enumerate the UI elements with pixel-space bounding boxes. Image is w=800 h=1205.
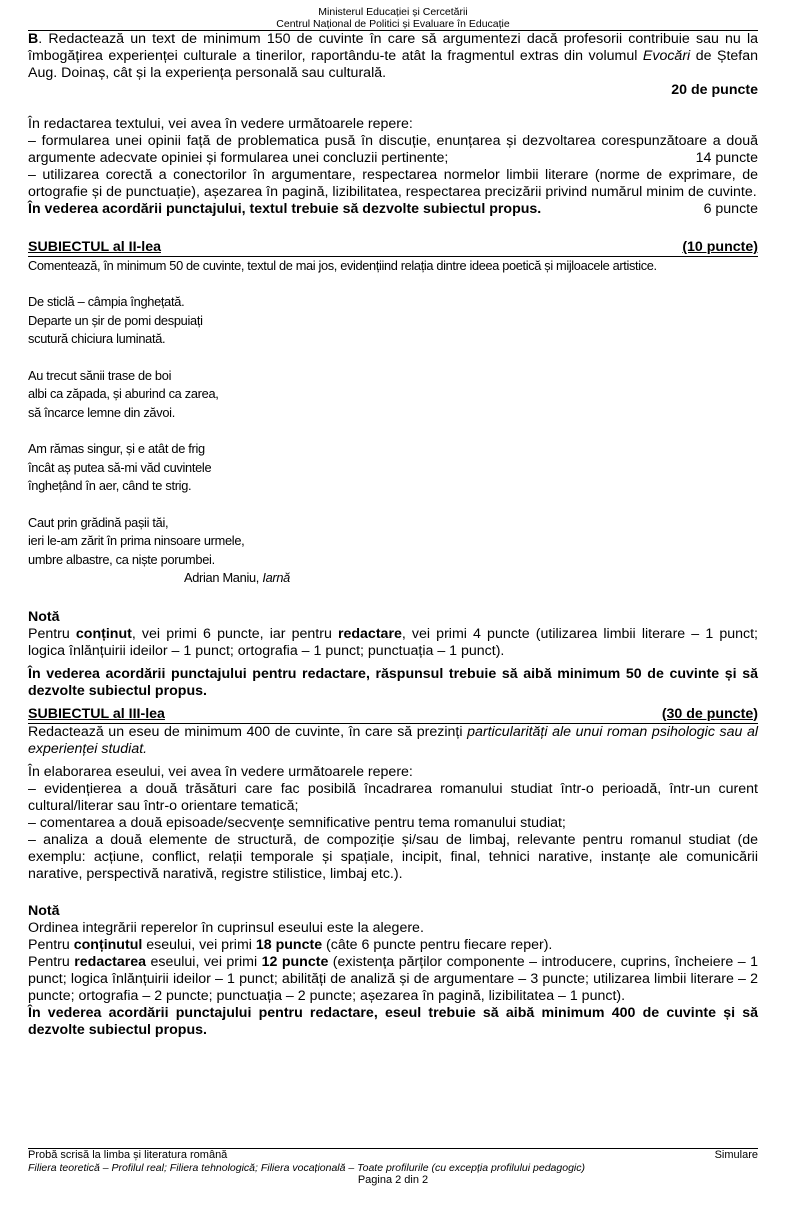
poem-line: înghețând în aer, când te strig. — [28, 478, 192, 493]
nota-text: eseului, vei primi — [142, 936, 256, 953]
poem-line: Departe un șir de pomi despuiați — [28, 312, 203, 328]
page-header — [28, 6, 758, 31]
poem-stanza-1 — [28, 293, 758, 349]
poem-line: De sticlă – câmpia înghețată. — [28, 294, 185, 309]
subiect3-nota-line3 — [28, 954, 758, 1005]
subiect3-nota-title: Notă — [28, 902, 60, 919]
poem-line: Au trecut sănii trase de boi — [28, 367, 172, 383]
poem-stanza-3 — [28, 440, 758, 496]
nota-12-puncte: 12 puncte — [261, 953, 329, 970]
subiect2-title: SUBIECTUL al II-lea — [28, 239, 161, 255]
nota-text: eseului, vei primi — [146, 953, 262, 970]
partB-item1 — [28, 133, 758, 167]
page-footer — [28, 1148, 758, 1187]
footer-simulare: Simulare — [714, 1149, 758, 1161]
subiect2-instruction: Comentează, în minimum 50 de cuvinte, textul de mai jos, evidențiind relația dintre ideea poetică și mijloacele artistice. — [28, 258, 657, 273]
poem-line: încât aș putea să-mi văd cuvintele — [28, 459, 212, 475]
footer-filiera: Filiera teoretică – Profilul real; Filiera tehnologică; Filiera vocațională – Toate profilurile (cu excepția profilului pedagogic) — [28, 1161, 585, 1174]
subiect3-points: (30 de puncte) — [661, 705, 758, 722]
subiect3-heading — [28, 706, 758, 724]
nota-text: Pentru — [28, 625, 76, 642]
poem-line: albi ca zăpada, și aburind ca zarea, — [28, 386, 219, 401]
instruction-text: Redactează un eseu de minimum 400 de cuvinte, în care să prezinți — [28, 723, 468, 740]
partB-text2: de Ștefan Aug. Doinaș, cât și la experiența personală sau culturală. — [28, 48, 758, 81]
header-ministry: Ministerul Educației și Cercetării — [318, 6, 468, 18]
nota-continut: conținut — [75, 625, 132, 642]
subiect3-intro: În elaborarea eseului, vei avea în vedere următoarele repere: — [28, 763, 413, 780]
nota-text: (existența părților componente – introducere, cuprins, încheiere – 1 punct; logica înlănțuirii ideilor – 1 punct; abilități de analiză și de argumentare – 3 puncte; utilizarea limbii literare – 2 puncte; ortografia – 2 puncte; punctuația – 2 puncte; așezarea în pagină, lizibilitatea – 1 punct). — [28, 953, 758, 1004]
poem-line: să încarce lemne din zăvoi. — [28, 404, 175, 420]
poem-stanza-4 — [28, 514, 758, 588]
nota-text: Pentru — [28, 953, 75, 970]
partB-item1-text: – formularea unei opinii față de problematica pusă în discuție, enunțarea și dezvoltarea corespunzătoare a două argumente adecvate opiniei și formularea unei concluzii pertinente; — [28, 133, 758, 166]
poem-line: Caut prin grădină pașii tăi, — [28, 514, 169, 530]
footer-page-number: Pagina 2 din 2 — [357, 1174, 429, 1186]
nota-redactare: redactare — [337, 625, 402, 642]
partB-label: B — [28, 31, 39, 47]
subiect3-nota-line2 — [28, 937, 758, 954]
subiect2-heading — [28, 239, 758, 257]
subiect2-final: În vederea acordării punctajului pentru redactare, răspunsul trebuie să aibă minimum 50 de cuvinte și să dezvolte subiectul propus. — [28, 665, 758, 699]
subiect2-nota — [28, 626, 758, 660]
header-center: Centrul Național de Politici și Evaluare în Educație — [28, 18, 758, 31]
subiect3-instruction — [28, 724, 758, 758]
nota-text: (câte 6 puncte pentru fiecare reper). — [322, 936, 553, 953]
partB-book: Evocări — [642, 48, 691, 64]
nota-redactarea: redactarea — [74, 953, 147, 970]
poem-stanza-2 — [28, 367, 758, 423]
subiect3-nota-line1: Ordinea integrării reperelor în cuprinsul eseului este la alegere. — [28, 919, 424, 936]
subiect2-nota-title: Notă — [28, 608, 60, 625]
subiect3-item1: – evidențierea a două trăsături care fac posibilă încadrarea romanului studiat într-o perioadă, într-un curent cultural/literar sau într-o orientare tematică; — [28, 780, 758, 814]
poem-title: Iarnă — [262, 570, 290, 585]
poem-line: scutură chiciura luminată. — [28, 331, 166, 346]
nota-continutul: conținutul — [73, 936, 143, 953]
subiect3-item2: – comentarea a două episoade/secvențe semnificative pentru tema romanului studiat; — [28, 814, 566, 831]
partB-intro: În redactarea textului, vei avea în vedere următoarele repere: — [28, 116, 413, 132]
partB-item1-points: 14 puncte — [695, 150, 758, 166]
poem-line: umbre albastre, ca niște porumbei. — [28, 551, 215, 567]
subiect3-final: În vederea acordării punctajului pentru redactare, eseul trebuie să aibă minimum 400 de cuvinte și să dezvolte subiectul propus. — [28, 1004, 758, 1038]
footer-exam: Probă scrisă la limba și literatura română — [28, 1149, 228, 1161]
partB-text: . Redactează un text de minimum 150 de cuvinte în care să argumentezi dacă profesorii contribuie sau nu la îmbogățirea experienței culturale a tinerilor, raportându-te atât la fragmentul extras din volumul — [28, 31, 758, 64]
poem-author: Adrian Maniu, — [184, 570, 263, 585]
subiect2-points: (10 puncte) — [682, 239, 758, 255]
subiect3-title: SUBIECTUL al III-lea — [28, 705, 165, 722]
footer-row — [28, 1149, 758, 1162]
partB-points: 20 de puncte — [671, 82, 758, 98]
nota-18-puncte: 18 puncte — [255, 936, 323, 953]
poem-attribution — [28, 569, 758, 588]
nota-text: , vei primi 4 puncte (utilizarea limbii literare – 1 punct; logica înlănțuirii ideilor – 1 punct; ortografia – 1 punct; punctuația – 1 punct). — [28, 625, 758, 659]
poem-line: ieri le-am zărit în prima ninsoare urmele, — [28, 533, 245, 548]
instruction-italic: particularități ale unui roman psihologic sau al experienței studiat. — [28, 723, 759, 757]
partB-item2-points: 6 puncte — [703, 201, 758, 217]
nota-text: Pentru — [28, 936, 74, 953]
partB-statement — [28, 31, 758, 82]
exam-page — [28, 6, 758, 1039]
partB-item2-text: – utilizarea corectă a conectorilor în argumentare, respectarea normelor limbii literare (norme de exprimare, de ortografie și de punctuație), așezarea în pagină, lizibilitatea, respectarea precizării privind numărul minim de cuvinte. — [28, 167, 758, 200]
poem-line: Am rămas singur, și e atât de frig — [28, 441, 205, 456]
partB-note: În vederea acordării punctajului, textul trebuie să dezvolte subiectul propus. — [28, 201, 542, 217]
subiect3-item3: – analiza a două elemente de structură, de compoziție și/sau de limbaj, relevante pentru romanul studiat (de exemplu: acțiune, conflict, relații temporale și spațiale, incipit, final, tehnici narative, instanțe ale comunicării narative, perspectivă narativă, registre stilistice, limbaj etc.). — [28, 831, 758, 882]
nota-text: , vei primi 6 puncte, iar pentru — [131, 625, 338, 642]
